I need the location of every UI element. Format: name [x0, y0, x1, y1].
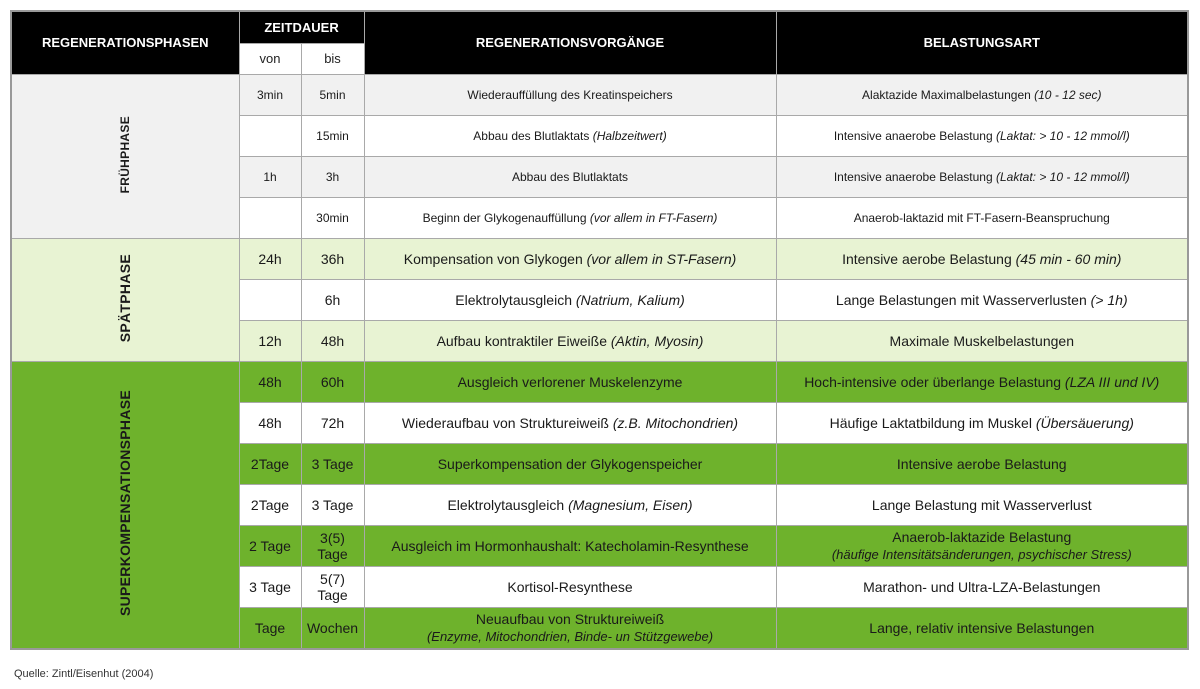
cell-from: [239, 197, 301, 238]
cell-from: 3 Tage: [239, 566, 301, 607]
cell-to: 3h: [301, 156, 364, 197]
cell-from: [239, 279, 301, 320]
cell-from: 48h: [239, 402, 301, 443]
cell-from: 3min: [239, 74, 301, 115]
cell-process: Wiederauffüllung des Kreatinspeichers: [364, 74, 776, 115]
cell-process: Wiederaufbau von Struktureiweiß (z.B. Mitochondrien): [364, 402, 776, 443]
cell-process: Abbau des Blutlaktats: [364, 156, 776, 197]
header-from: von: [239, 43, 301, 74]
header-duration: ZEITDAUER: [239, 11, 364, 43]
cell-process: Aufbau kontraktiler Eiweiße (Aktin, Myosin): [364, 320, 776, 361]
cell-process: Abbau des Blutlaktats (Halbzeitwert): [364, 115, 776, 156]
cell-load: Maximale Muskelbelastungen: [776, 320, 1188, 361]
cell-from: 24h: [239, 238, 301, 279]
cell-process: Ausgleich verlorener Muskelenzyme: [364, 361, 776, 402]
cell-to: 48h: [301, 320, 364, 361]
cell-load: Marathon- und Ultra-LZA-Belastungen: [776, 566, 1188, 607]
cell-to: 72h: [301, 402, 364, 443]
phase-early-label: FRÜHPHASE: [11, 74, 239, 238]
cell-load: Häufige Laktatbildung im Muskel (Übersäuerung): [776, 402, 1188, 443]
source-caption: Quelle: Zintl/Eisenhut (2004): [14, 668, 154, 680]
phase-super-label: SUPERKOMPENSATIONSPHASE: [11, 361, 239, 649]
cell-from: [239, 115, 301, 156]
cell-load: Intensive aerobe Belastung (45 min - 60 min): [776, 238, 1188, 279]
cell-to: 60h: [301, 361, 364, 402]
cell-load: Lange Belastungen mit Wasserverlusten (> 1h): [776, 279, 1188, 320]
header-processes: REGENERATIONSVORGÄNGE: [364, 11, 776, 74]
cell-to: 5min: [301, 74, 364, 115]
header-phases: REGENERATIONSPHASEN: [11, 11, 239, 74]
cell-load: Intensive aerobe Belastung: [776, 443, 1188, 484]
phase-late-label: SPÄTPHASE: [11, 238, 239, 361]
cell-from: 2 Tage: [239, 525, 301, 566]
cell-to: 3(5) Tage: [301, 525, 364, 566]
cell-to: 30min: [301, 197, 364, 238]
cell-to: 6h: [301, 279, 364, 320]
cell-load: Lange, relativ intensive Belastungen: [776, 607, 1188, 649]
cell-to: 3 Tage: [301, 484, 364, 525]
cell-from: Tage: [239, 607, 301, 649]
cell-from: 2Tage: [239, 484, 301, 525]
cell-to: 36h: [301, 238, 364, 279]
cell-to: Wochen: [301, 607, 364, 649]
cell-load: Lange Belastung mit Wasserverlust: [776, 484, 1188, 525]
cell-to: 15min: [301, 115, 364, 156]
cell-process: Elektrolytausgleich (Magnesium, Eisen): [364, 484, 776, 525]
cell-from: 1h: [239, 156, 301, 197]
cell-load: Anaerob-laktazid mit FT-Fasern-Beanspruchung: [776, 197, 1188, 238]
cell-to: 3 Tage: [301, 443, 364, 484]
cell-from: 12h: [239, 320, 301, 361]
cell-load: Anaerob-laktazide Belastung (häufige Intensitätsänderungen, psychischer Stress): [776, 525, 1188, 566]
cell-load: Hoch-intensive oder überlange Belastung (LZA III und IV): [776, 361, 1188, 402]
cell-process: Elektrolytausgleich (Natrium, Kalium): [364, 279, 776, 320]
regeneration-table: [10, 10, 1189, 650]
cell-process: Beginn der Glykogenauffüllung (vor allem in FT-Fasern): [364, 197, 776, 238]
cell-load: Intensive anaerobe Belastung (Laktat: > 10 - 12 mmol/l): [776, 115, 1188, 156]
cell-process: Superkompensation der Glykogenspeicher: [364, 443, 776, 484]
cell-load: Intensive anaerobe Belastung (Laktat: > 10 - 12 mmol/l): [776, 156, 1188, 197]
cell-process: Kortisol-Resynthese: [364, 566, 776, 607]
header-to: bis: [301, 43, 364, 74]
cell-load: Alaktazide Maximalbelastungen (10 - 12 sec): [776, 74, 1188, 115]
cell-to: 5(7) Tage: [301, 566, 364, 607]
table-row: [11, 361, 1188, 402]
cell-from: 48h: [239, 361, 301, 402]
cell-process: Neuaufbau von Struktureiweiß (Enzyme, Mitochondrien, Binde- un Stützgewebe): [364, 607, 776, 649]
cell-process: Ausgleich im Hormonhaushalt: Katecholamin-Resynthese: [364, 525, 776, 566]
cell-from: 2Tage: [239, 443, 301, 484]
table-row: [11, 74, 1188, 115]
header-load: BELASTUNGSART: [776, 11, 1188, 74]
table-row: [11, 238, 1188, 279]
cell-process: Kompensation von Glykogen (vor allem in ST-Fasern): [364, 238, 776, 279]
